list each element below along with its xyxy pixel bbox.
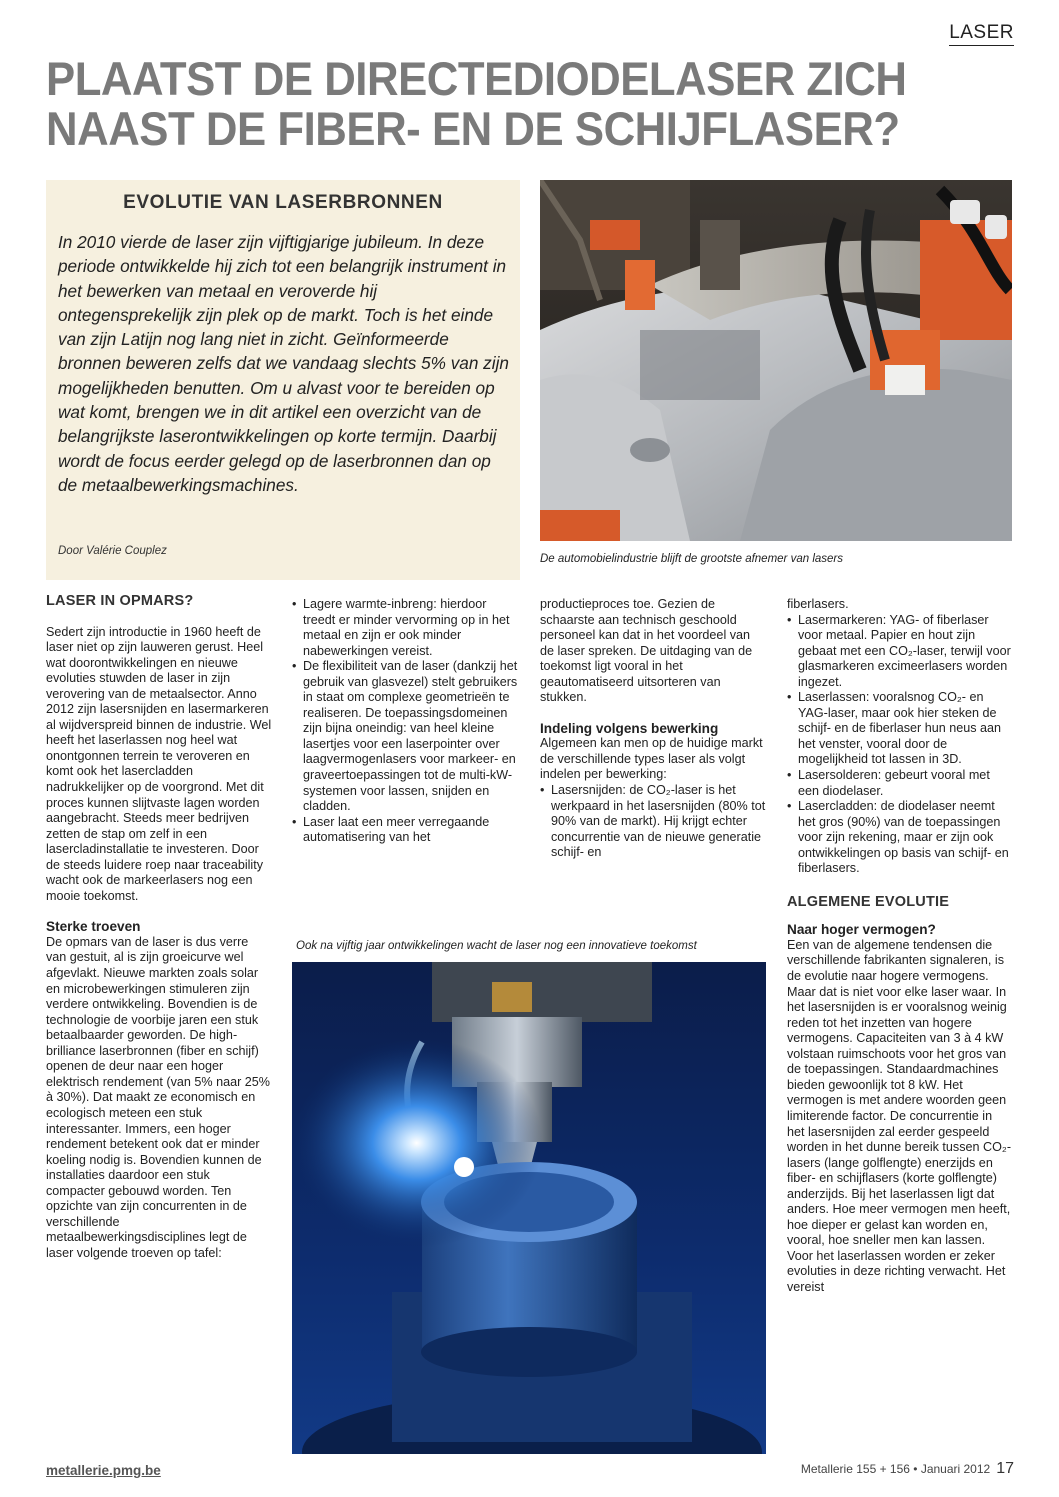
intro-paragraph: In 2010 vierde de laser zijn vijftigjarige jubileum. In deze periode ontwikkelde hij zich tot een belangrijk instrument in het bewerken van metaal en veroverde hij ontegensprekelijk zijn plek op de markt. Toch is het einde van zijn Latijn nog lang niet in zicht. Geïnformeerde bronnen beweren zelfs dat we vandaag slechts 5% van zijn mogelijkheden benutten. Om u alvast voor te bereiden op wat komt, brengen we in dit artikel een overzicht van de belangrijkste laserontwikkelingen op korte termijn. Daarbij wordt de focus eerder gelegd op de laserbronnen dan op de metaalbewerkingsmachines.	[58, 232, 509, 495]
subheading-hoger-vermogen: Naar hoger vermogen?	[787, 922, 936, 938]
laser-processing-photo	[292, 962, 766, 1454]
column-3	[540, 597, 766, 861]
paragraph: Sedert zijn introductie in 1960 heeft de laser niet op zijn lauweren gerust. Heel wat doorontwikkelingen en nieuwe evoluties stuwden de laser in zijn verovering van de metaalsector. Anno 2012 zijn lasersnijden en lasermarkeren al wijdverspreid binnen de industrie. Wel heeft het laserlassen nog heel wat onontgonnen terrein te veroveren en komt ook het lasercladden nadrukkelijker op de voorgrond. Met dit proces kunnen slijtvaste lagen worden aangebracht. Steeds meer bedrijven zetten de stap om zelf in een lasercladinstallatie te investeren. Door de steeds luidere roep naar traceability wacht ook de markeerlasers nog een mooie toekomst.	[46, 624, 272, 903]
paragraph: De opmars van de laser is dus verre van gestuit, al is zijn groeicurve wel afgevlakt. Nieuwe markten zoals solar en microbewerkingen stimuleren zijn verdere ontwikkeling. Bovendien is de technologie de voorbije jaren een stuk betaalbaarder geworden. De high-brilliance laserbronnen (fiber en schijf) openen de deur naar een hoger elektrisch rendement (van 5% naar 25% à 30%). Dat maakt ze economisch en ecologisch meteen een stuk interessanter. Immers, een hoger rendement betekent ook dat er minder koeling nodig is. Bovendien kunnen de installaties daardoor een stuk compacter gebouwd worden. Ten opzichte van zijn concurrenten in de verschillende metaalbewerkingsdisciplines legt de laser volgende troeven op tafel:	[46, 934, 271, 1260]
bullet-list	[292, 597, 518, 846]
list-item: • Lasercladden: de diodelaser neemt het gros (90%) van de toepassingen voor zijn rekening, maar er zijn ook ontwikkelingen op basis van schijf- en fiberlasers.	[787, 799, 1013, 877]
headline-line-1: PLAATST DE DIRECTEDIODELASER ZICH	[46, 52, 907, 105]
footer-website[interactable]: metallerie.pmg.be	[46, 1463, 161, 1478]
heading-laser-in-opmars: LASER IN OPMARS?	[46, 593, 194, 609]
list-item: • Lasersnijden: de CO₂-laser is het werkpaard in het lasersnijden (80% tot 90% van de markt). Hij krijgt echter concurrentie van de nieuwe generatie schijf- en	[540, 783, 766, 861]
section-tag: LASER	[949, 22, 1014, 46]
list-item: • Laser laat een meer verregaande automatisering van het	[292, 815, 518, 846]
list-item: • Lagere warmte-inbreng: hierdoor treedt er minder vervorming op in het metaal en zijn er ook minder nabewerkingen vereist.	[292, 597, 518, 659]
photo1-caption: De automobielindustrie blijft de grootste afnemer van lasers	[540, 553, 843, 565]
column-2	[292, 597, 518, 846]
footer-issue	[801, 1460, 1014, 1478]
paragraph: productieproces toe. Gezien de schaarste aan technisch geschoold personeel kan dat in het voordeel van de laser spreken. De uitdaging van de toekomst ligt vooral in het geautomatiseerd uitsorteren van stukken.	[540, 597, 753, 705]
article-headline	[46, 54, 957, 154]
list-item: • Laserlassen: vooralsnog CO₂- en YAG-laser, maar ook hier steken de schijf- en de fiberlaser hun neus aan het venster, vooral door de mogelijkheid tot lassen in 3D.	[787, 690, 1013, 768]
page-number: 17	[996, 1460, 1014, 1477]
list-item: • Lasersolderen: gebeurt vooral met een diodelaser.	[787, 768, 1013, 799]
subheading-indeling: Indeling volgens bewerking	[540, 720, 719, 736]
intro-text	[58, 230, 513, 497]
list-item: • De flexibiliteit van de laser (dankzij het gebruik van glasvezel) stelt gebruikers in staat om complexe geometrieën te realiseren. De toepassingsdomeinen zijn bijna oneindig: van heel kleine lasertjes voor een laserpointer over laagvermogenlasers voor markeer- en graveertoepassingen tot de multi-kW-systemen voor lassen, snijden en cladden.	[292, 659, 518, 814]
heading-algemene-evolutie: ALGEMENE EVOLUTIE	[787, 893, 950, 910]
bullet-list	[540, 783, 766, 861]
headline-line-2: NAAST DE FIBER- EN DE SCHIJFLASER?	[46, 102, 900, 155]
car-body-robot-photo	[540, 180, 1012, 541]
photo2-caption: Ook na vijftig jaar ontwikkelingen wacht de laser nog een innovatieve toekomst	[296, 940, 697, 952]
intro-title: EVOLUTIE VAN LASERBRONNEN	[123, 192, 443, 213]
paragraph: Algemeen kan men op de huidige markt de verschillende types laser als volgt indelen per bewerking:	[540, 736, 763, 782]
list-item: • Lasermarkeren: YAG- of fiberlaser voor metaal. Papier en hout zijn gebaat met een CO₂-laser, terwijl voor glasmarkeren excimeerlasers worden ingezet.	[787, 613, 1013, 691]
paragraph: fiberlasers.	[787, 597, 849, 611]
bullet-list	[787, 613, 1013, 877]
issue-label: Metallerie 155 + 156 • Januari 2012	[800, 1462, 991, 1476]
paragraph: Een van de algemene tendensen die verschillende fabrikanten signaleren, is de evolutie naar hogere vermogens. Maar dat is niet voor elke laser waar. In het lasersnijden is er vooralsnog weinig reden tot het inzetten van hogere vermogens. Capaciteiten van 3 à 4 kW volstaan ruimschoots voor het gros van de toepassingen. Standaardmachines bieden gewoonlijk tot 8 kW. Het vermogen is met andere woorden geen limiterende factor. De concurrentie in het lasersnijden zal eerder gespeeld worden in het dunne bereik tussen CO₂-lasers (lange golflengte) enerzijds en fiber- en schijflasers (korte golflengte) anderzijds. Bij het laserlassen ligt dat anders. Hoe meer vermogen men heeft, hoe dieper er gelast kan worden en, vooral, hoe sneller men kan lassen. Voor het laserlassen worden er zeker evoluties in deze richting verwacht. Het vereist	[787, 937, 1012, 1294]
subheading-sterke-troeven: Sterke troeven	[46, 919, 141, 935]
byline: Door Valérie Couplez	[58, 545, 167, 557]
column-1	[46, 594, 272, 1261]
column-4	[787, 597, 1013, 1296]
